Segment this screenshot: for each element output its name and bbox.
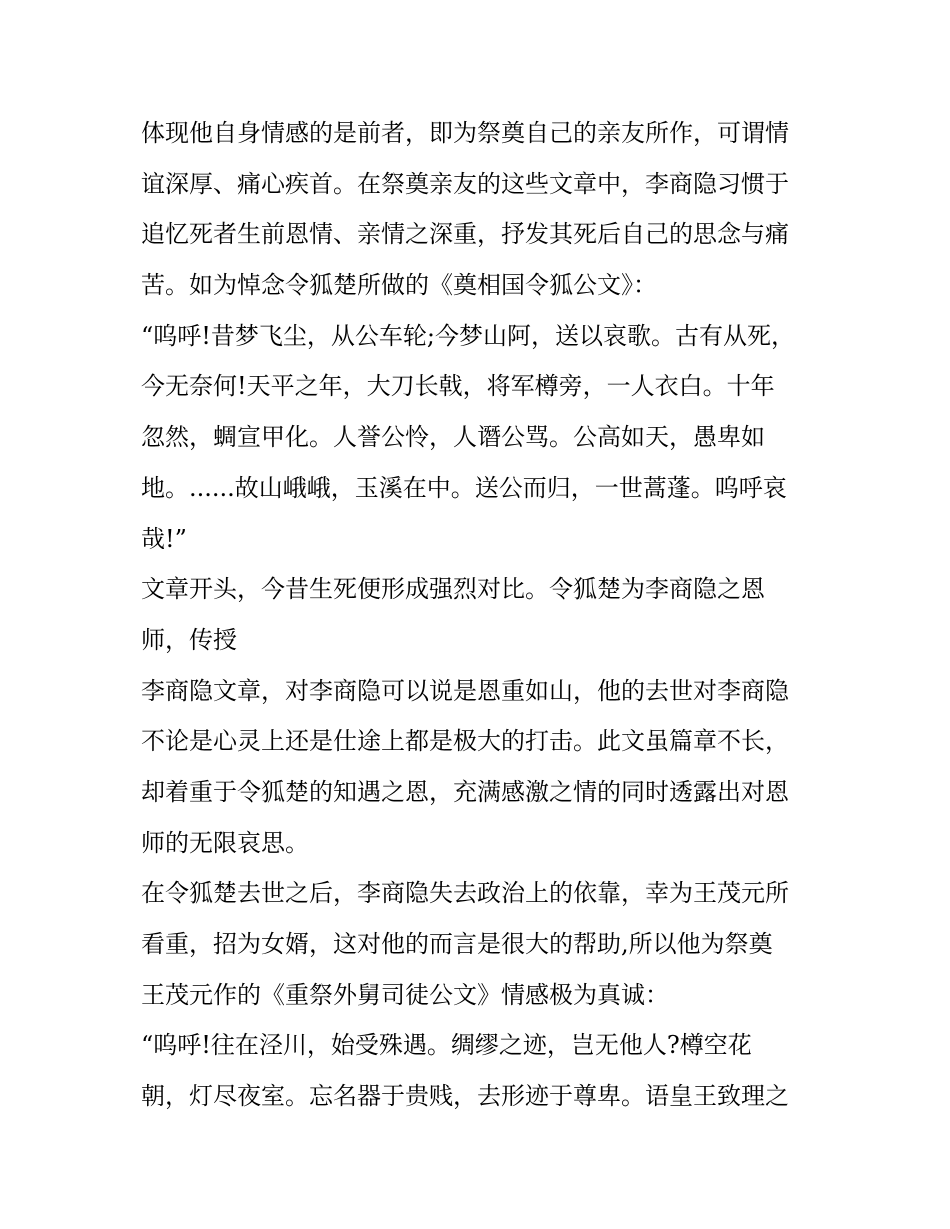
text-line: 追忆死者生前恩情、亲情之深重，抒发其死后自己的思念与痛	[141, 220, 789, 249]
text-line: 不论是心灵上还是仕途上都是极大的打击。此文虽篇章不长，	[141, 727, 789, 756]
text-line: 苦。如为悼念令狐楚所做的《奠相国令狐公文》：	[141, 271, 657, 300]
text-line: 李商隐文章，对李商隐可以说是恩重如山，他的去世对李商隐	[141, 676, 789, 705]
text-line: 师的无限哀思。	[141, 828, 309, 857]
quote-line: “呜呼!昔梦飞尘，从公车轮;今梦山阿，送以哀歌。古有从死，	[141, 321, 795, 350]
quote-line: “呜呼!往在泾川，始受殊遇。绸缪之迹，岂无他人?樽空花	[141, 1031, 752, 1060]
quote-line: 哉!”	[141, 524, 187, 553]
text-line: 却着重于令狐楚的知遇之恩，充满感激之情的同时透露出对恩	[141, 777, 789, 806]
text-line: 文章开头，今昔生死便形成强烈对比。令狐楚为李商隐之恩	[141, 575, 765, 604]
text-line: 师，传授	[141, 625, 237, 654]
text-line: 谊深厚、痛心疾首。在祭奠亲友的这些文章中，李商隐习惯于	[141, 169, 789, 198]
text-line: 在令狐楚去世之后，李商隐失去政治上的依靠，幸为王茂元所	[141, 879, 789, 908]
quote-line: 朝，灯尽夜室。忘名器于贵贱，去形迹于尊卑。语皇王致理之	[141, 1082, 789, 1111]
quote-line: 地。......故山峨峨，玉溪在中。送公而归，一世蒿蓬。呜呼哀	[141, 473, 787, 502]
text-line: 王茂元作的《重祭外舅司徒公文》情感极为真诚：	[141, 980, 669, 1009]
quote-line: 忽然，蜩宣甲化。人誉公怜，人谮公骂。公高如天，愚卑如	[141, 423, 765, 452]
body-text	[141, 108, 821, 1122]
text-line: 体现他自身情感的是前者，即为祭奠自己的亲友所作，可谓情	[141, 119, 789, 147]
text-line: 看重，招为女婿，这对他的而言是很大的帮助,所以他为祭奠	[141, 930, 773, 958]
quote-line: 今无奈何!天平之年，大刀长戟，将军樽旁，一人衣白。十年	[141, 372, 775, 401]
